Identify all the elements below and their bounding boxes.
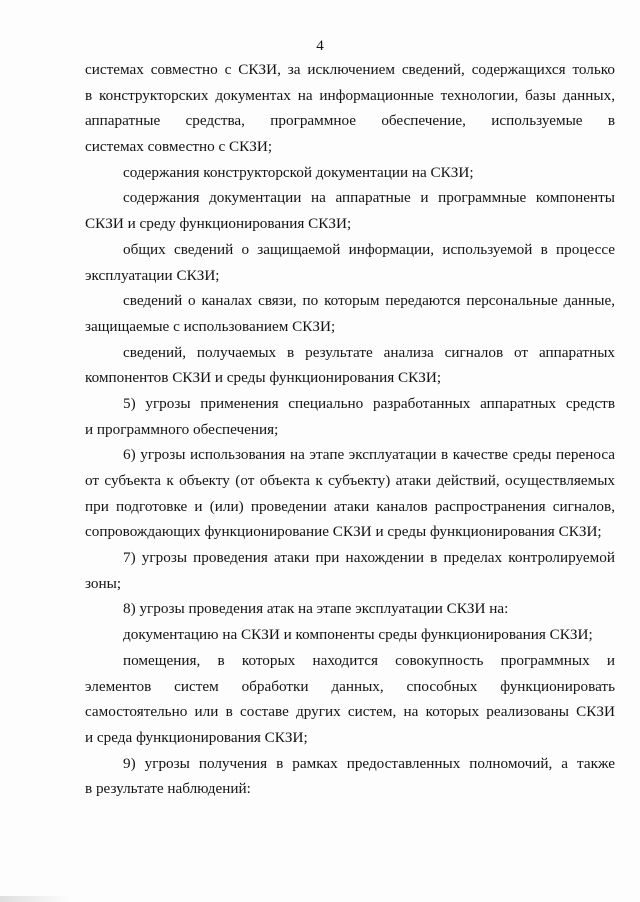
text-line: помещения, в которых находится совокупность программных и bbox=[123, 651, 615, 669]
text-line: общих сведений о защищаемой информации, используемой в процессе bbox=[123, 240, 615, 258]
text-line: и среда функционирования СКЗИ; bbox=[85, 728, 308, 746]
text-line: самостоятельно или в составе других систем, на которых реализованы СКЗИ bbox=[85, 703, 615, 721]
text-line: в конструкторских документах на информационные технологии, базы данных, bbox=[85, 86, 615, 104]
body-text bbox=[85, 57, 615, 802]
text-line: содержания конструкторской документации на СКЗИ; bbox=[123, 163, 474, 181]
scan-edge-mark bbox=[0, 896, 70, 902]
text-line: 7) угрозы проведения атаки при нахождении в пределах контролируемой bbox=[123, 549, 615, 567]
text-line: 9) угрозы получения в рамках предоставленных полномочий, а также bbox=[123, 754, 615, 772]
text-line: системах совместно с СКЗИ, за исключением сведений, содержащихся только bbox=[85, 61, 615, 78]
text-line: компонентов СКЗИ и среды функционирования СКЗИ; bbox=[85, 369, 442, 387]
text-line: аппаратные средства, программное обеспечение, используемые в bbox=[85, 112, 615, 130]
page-number: 4 bbox=[316, 38, 324, 54]
text-line: при подготовке и (или) проведении атаки каналов распространения сигналов, bbox=[85, 497, 615, 515]
text-line: сопровождающих функционирование СКЗИ и среды функционирования СКЗИ; bbox=[85, 523, 602, 541]
text-line: содержания документации на аппаратные и программные компоненты bbox=[123, 189, 615, 207]
text-line: эксплуатации СКЗИ; bbox=[85, 266, 220, 284]
text-line: и программного обеспечения; bbox=[85, 420, 279, 438]
text-line: защищаемые с использованием СКЗИ; bbox=[85, 317, 336, 335]
text-line: документацию на СКЗИ и компоненты среды функционирования СКЗИ; bbox=[123, 626, 593, 644]
text-line: системах совместно с СКЗИ; bbox=[85, 138, 273, 156]
text-line: в результате наблюдений: bbox=[85, 780, 251, 798]
text-line: 6) угрозы использования на этапе эксплуатации в качестве среды переноса bbox=[123, 446, 615, 464]
text-line: элементов систем обработки данных, способных функционировать bbox=[85, 677, 615, 695]
text-line: 5) угрозы применения специально разработанных аппаратных средств bbox=[123, 394, 615, 412]
text-line: от субъекта к объекту (от объекта к субъекту) атаки действий, осуществляемых bbox=[85, 472, 615, 489]
text-line: СКЗИ и среду функционирования СКЗИ; bbox=[85, 215, 352, 233]
text-line: сведений о каналах связи, по которым передаются персональные данные, bbox=[123, 292, 615, 310]
text-line: 8) угрозы проведения атак на этапе эксплуатации СКЗИ на: bbox=[123, 600, 509, 618]
text-line: сведений, получаемых в результате анализа сигналов от аппаратных bbox=[123, 343, 615, 361]
text-line: зоны; bbox=[85, 574, 122, 592]
